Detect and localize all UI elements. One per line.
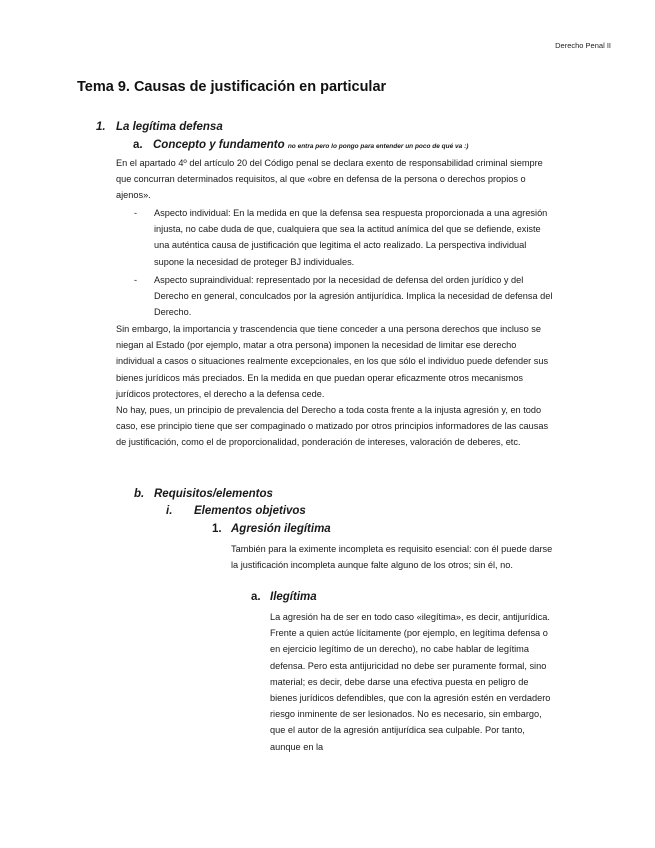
dash-marker: -: [134, 208, 138, 218]
roman-numeral: i.: [166, 505, 173, 517]
item-subheading-a: [251, 591, 317, 603]
section-heading-1: [96, 121, 223, 133]
subsection-letter: b.: [134, 488, 145, 500]
side-note: no entra pero lo pongo para entender un poco de qué va :): [287, 143, 469, 150]
item-heading-1: [212, 523, 331, 535]
section-number: 1.: [96, 121, 106, 133]
subsection-title: Concepto y fundamento: [153, 139, 285, 151]
subsubsection-title: Elementos objetivos: [194, 505, 306, 517]
body-paragraph-3: No hay, pues, un principio de prevalencia del Derecho a toda costa frente a la injusta agresión y, en todo caso, ese principio tiene que ser compaginado o matizado por otros principios informadores de las causas de justificación, como el de proporcionalidad, ponderación de intereses, valoración de deberes, etc.: [116, 405, 549, 448]
subsection-letter: a.: [133, 139, 143, 151]
list-item: [134, 272, 556, 321]
running-header: Derecho Penal II: [555, 41, 611, 50]
list-item-text: Aspecto individual: En la medida en que la defensa sea respuesta proporcionada a una agresión injusta, no cabe duda de que, cualquiera que sea la actitud anímica del que se defiende, existe una auténtica causa de justificación que legitima el acto realizado. La perspectiva individual supone la necesidad de proteger BJ individuales.: [154, 208, 548, 267]
body-paragraph-2: Sin embargo, la importancia y trascendencia que tiene conceder a una persona derechos que incluso se niegan al Estado (por ejemplo, matar a otra persona) imponen la necesidad de limitar ese derecho individual a casos o situaciones realmente excepcionales, en los que sólo el individuo puede defender sus bienes jurídicos más preciados. En la medida en que puedan operar eficazmente otros mecanismos jurídicos protectores, el derecho a la defensa cede.: [116, 324, 549, 399]
body-block-2: [116, 321, 556, 451]
body-paragraph-1: En el apartado 4º del artículo 20 del Código penal se declara exento de responsabilidad criminal siempre que concurran determinados requisitos, al que «obre en defensa de la persona o derechos propios o ajenos».: [116, 158, 543, 201]
subsubsection-heading-i: [166, 505, 306, 517]
page-title: Tema 9. Causas de justificación en particular: [77, 79, 387, 95]
bullet-list: [134, 205, 556, 320]
list-item-text: Aspecto supraindividual: representado por la necesidad de defensa del orden jurídico y del Derecho en general, conculcados por la agresión antijurídica. Implica la necesidad de defensa del Derecho.: [154, 274, 553, 318]
dash-marker: -: [134, 274, 138, 285]
subsection-heading-b: [134, 488, 273, 500]
section-title: La legítima defensa: [116, 121, 223, 133]
list-item: [134, 205, 556, 270]
item-letter: a.: [251, 591, 261, 603]
item-number: 1.: [212, 523, 222, 535]
item-title: Agresión ilegítima: [231, 523, 331, 535]
subsection-title: Requisitos/elementos: [154, 488, 273, 500]
item-subtitle: Ilegítima: [270, 591, 317, 603]
item-sub-paragraph: La agresión ha de ser en todo caso «ilegítima», es decir, antijurídica. Frente a quien actúe lícitamente (por ejemplo, en legítima defensa o en ejercicio legítimo de un derecho), no cabe hablar de legítima defensa. Pero esta antijuricidad no debe ser puramente formal, sino material; es decir, debe darse una efectiva puesta en peligro de bienes jurídicos defendibles, que con la agresión estén en verdadero riesgo inminente de ser lesionados. No es necesario, sin embargo, que el autor de la agresión antijurídica sea culpable. Por tanto, aunque en la: [270, 612, 551, 752]
subsection-heading-a: [133, 139, 468, 151]
item-paragraph: También para la eximente incompleta es requisito esencial: con él puede darse la justificación incompleta aunque falte alguno de los otros; sin él, no.: [231, 544, 553, 571]
